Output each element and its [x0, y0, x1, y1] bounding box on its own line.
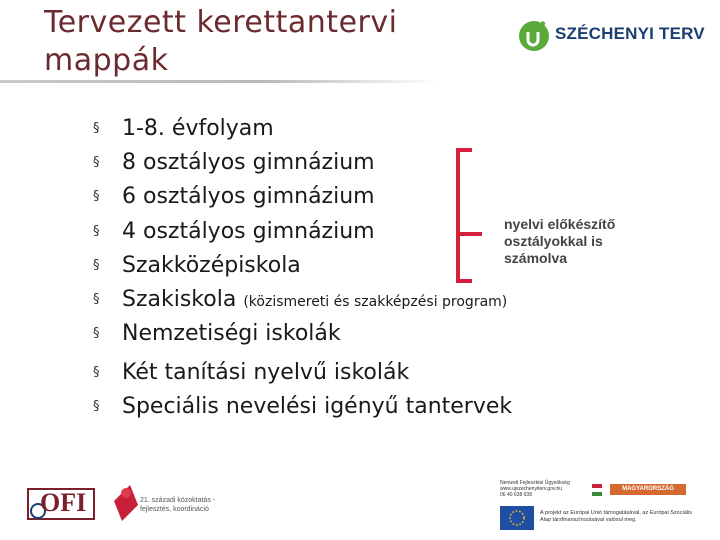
page-title: Tervezett kerettantervi mappák [44, 5, 398, 78]
list-item-text: 8 osztályos gimnázium [122, 150, 375, 175]
nfu-line: Nemzeti Fejlesztési Ügynökség [500, 480, 570, 486]
list-item [0, 182, 720, 212]
list-item-main: Szakiskola [122, 287, 237, 312]
title-divider [0, 80, 440, 83]
bullet-icon: § [93, 292, 100, 307]
eu-funding-text: A projekt az Európai Unió támogatásával, az Európai Szociális Alap társfinanszírozásával valósul meg. [540, 510, 692, 523]
bracket-annotation [504, 216, 654, 267]
szechenyi-leaf-icon [519, 21, 549, 51]
list-item-text: Két tanítási nyelvű iskolák [122, 360, 410, 385]
bullet-icon: § [93, 155, 100, 170]
bullet-icon: § [93, 121, 100, 136]
list-item-text: Szakközépiskola [122, 253, 301, 278]
list-item-text: 4 osztályos gimnázium [122, 219, 375, 244]
list-item [0, 392, 720, 422]
list-item-text: 1-8. évfolyam [122, 116, 274, 141]
list-item-text [122, 285, 507, 317]
list-item [0, 358, 720, 388]
bullet-icon: § [93, 326, 100, 341]
nfu-line: www.ujszechenyiterv.gov.hu [500, 486, 563, 492]
list-item [0, 148, 720, 178]
eu-flag-icon [500, 506, 534, 530]
szechenyi-terv-text: SZÉCHENYI TERV [555, 24, 705, 43]
nfu-line: 06 40 638 638 [500, 492, 532, 498]
annotation-line-1: nyelvi előkészítő [504, 216, 616, 232]
bullet-icon: § [93, 189, 100, 204]
list-item [0, 319, 720, 349]
bullet-icon: § [93, 224, 100, 239]
list-item-text: 6 osztályos gimnázium [122, 184, 375, 209]
list-item-text: Speciális nevelési igényű tantervek [122, 394, 513, 419]
nfu-contact-text [500, 480, 590, 498]
ofi-logo-text: OFI [40, 488, 87, 517]
koordinacio-dot-icon [121, 488, 131, 498]
magyarorszag-megujul-badge: MAGYARORSZÁG MEGÚJUL [610, 484, 686, 495]
list-item [0, 114, 720, 144]
bullet-icon: § [93, 399, 100, 414]
list-item-text: Nemzetiségi iskolák [122, 321, 341, 346]
bullet-icon: § [93, 365, 100, 380]
list-item-note: (közismereti és szakképzési program) [243, 294, 508, 310]
koordinacio-text: 21. századi közoktatás - fejlesztés, koordináció [140, 497, 216, 513]
bullet-icon: § [93, 258, 100, 273]
list-item [0, 285, 720, 315]
annotation-line-2: osztályokkal is [504, 233, 603, 249]
grouping-bracket [452, 148, 482, 283]
annotation-line-3: számolva [504, 250, 568, 266]
